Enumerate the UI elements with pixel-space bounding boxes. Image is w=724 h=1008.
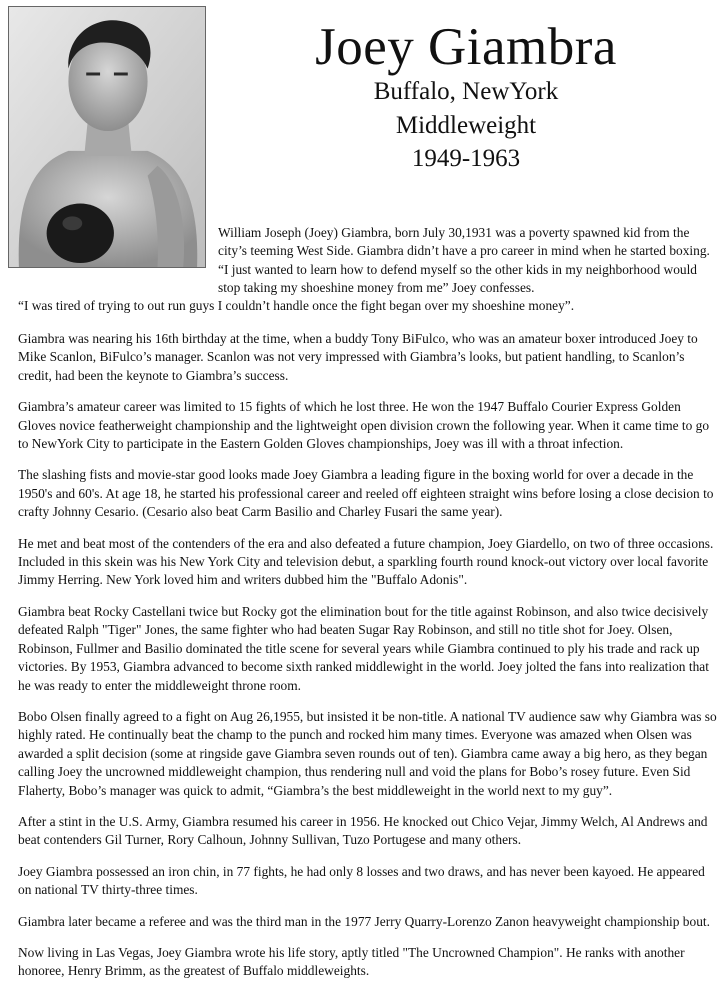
bio-paragraph: Now living in Las Vegas, Joey Giambra wrote his life story, aptly titled "The Uncrowned Champion". He ranks with another honoree, Henry Brimm, as the greatest of Buffalo middleweights. [18,944,685,979]
bio-paragraph: Giambra was nearing his 16th birthday at the time, when a buddy Tony BiFulco, who was an amateur boxer introduced Joey to Mike Scanlon, BiFulco’s manager. Scanlon was not very impressed with Giambra’s looks, but patient handling, to Scanlon’s credit, had been the keynote to Giambra’s success. [18,331,698,383]
bio-paragraph: Giambra’s amateur career was limited to 15 fights of which he lost three. He won the 1947 Buffalo Courier Express Golden Gloves novice featherweight championship and the lightweight open division crown the following year. When it came time to go to NewYork City to participate in the Eastern Golden Gloves championships, Joey was ill with a throat infection. [18,399,710,452]
intro-paragraph: William Joseph (Joey) Giambra, born July 30,1931 was a poverty spawned kid from the city’s teeming West Side. Giambra didn’t have a pro career in mind when he started boxing. “I just wanted to learn how to defend myself so the other kids in my neighborhood would stop taking my shoeshine money from me” Joey confesses. [218,225,710,296]
bio-paragraph: He met and beat most of the contenders of the era and also defeated a future champion, Joey Giardello, on two of three occasions. Included in this skein was his New York City and television debut, a sparkling fourth round knock-out victory over local favorite Jimmy Herring. New York loved him and writers dubbed him the "Buffalo Adonis". [18,535,714,588]
bio-paragraph: Giambra beat Rocky Castellani twice but Rocky got the elimination bout for the title against Robinson, and also twice decisively defeated Ralph "Tiger" Jones, the same fighter who had beaten Sugar Ray Robinson, and still no title shot for Joey. Olsen, Robinson, Fullmer and Basilio dominated the title scene for several years while Giambra continued to ply his trade and rack up victories. By 1953, Giambra advanced to become sixth ranked middlewight in the world. Joey jolted the fans into realization that he was ready to enter the middleweight throne room. [18,603,709,693]
boxer-name: Joey Giambra [315,18,617,76]
weight-division: Middleweight [395,111,537,139]
bio-paragraph: The slashing fists and movie-star good looks made Joey Giambra a leading figure in the boxing world for over a decade in the 1950's and 60's. At age 18, he started his professional career and reeled off eighteen straight wins before losing a close decision to crafty Johnny Cesario. (Cesario also beat Carm Basilio and Charley Fusari the same year). [18,467,714,520]
boxer-portrait-icon [9,7,205,267]
bio-paragraph: Giambra later became a referee and was the third man in the 1977 Jerry Quarry-Lorenzo Zanon heavyweight championship bout. [18,913,710,929]
bio-paragraph: Bobo Olsen finally agreed to a fight on Aug 26,1955, but insisted it be non-title. A national TV audience saw why Giambra was so highly rated. He continually beat the champ to the punch and rocked him many times. Everyone was amazed when Olsen was awarded a split decision (some at ringside gave Giambra seven rounds out of ten). Giambra came away a big hero, as they began calling Joey the uncrowned middleweight champion, thus rendering null and void the plans for Bobo’s rosey future. Even Sid Flaherty, Bobo’s manager was quick to admit, “Giambra’s the best middleweight in the world next to my guy”. [18,708,717,798]
boxer-portrait-photo [8,6,206,268]
bio-paragraph: Joey Giambra possessed an iron chin, in 77 fights, he had only 8 losses and two draws, and has never been kayoed. He appeared on national TV thirty-three times. [18,863,705,898]
career-years: 1949-1963 [411,145,521,173]
intro-quote: “I was tired of trying to out run guys I couldn’t handle once the fight began over my shoeshine money”. [18,298,575,313]
bio-paragraph: After a stint in the U.S. Army, Giambra resumed his career in 1956. He knocked out Chico Vejar, Jimmy Welch, Al Andrews and beat contenders Gil Turner, Rory Calhoun, Johnny Sullivan, Tuzo Portugese and many others. [18,813,708,848]
page-header [216,18,716,179]
hometown: Buffalo, NewYork [373,78,559,106]
bio-body [18,330,720,994]
